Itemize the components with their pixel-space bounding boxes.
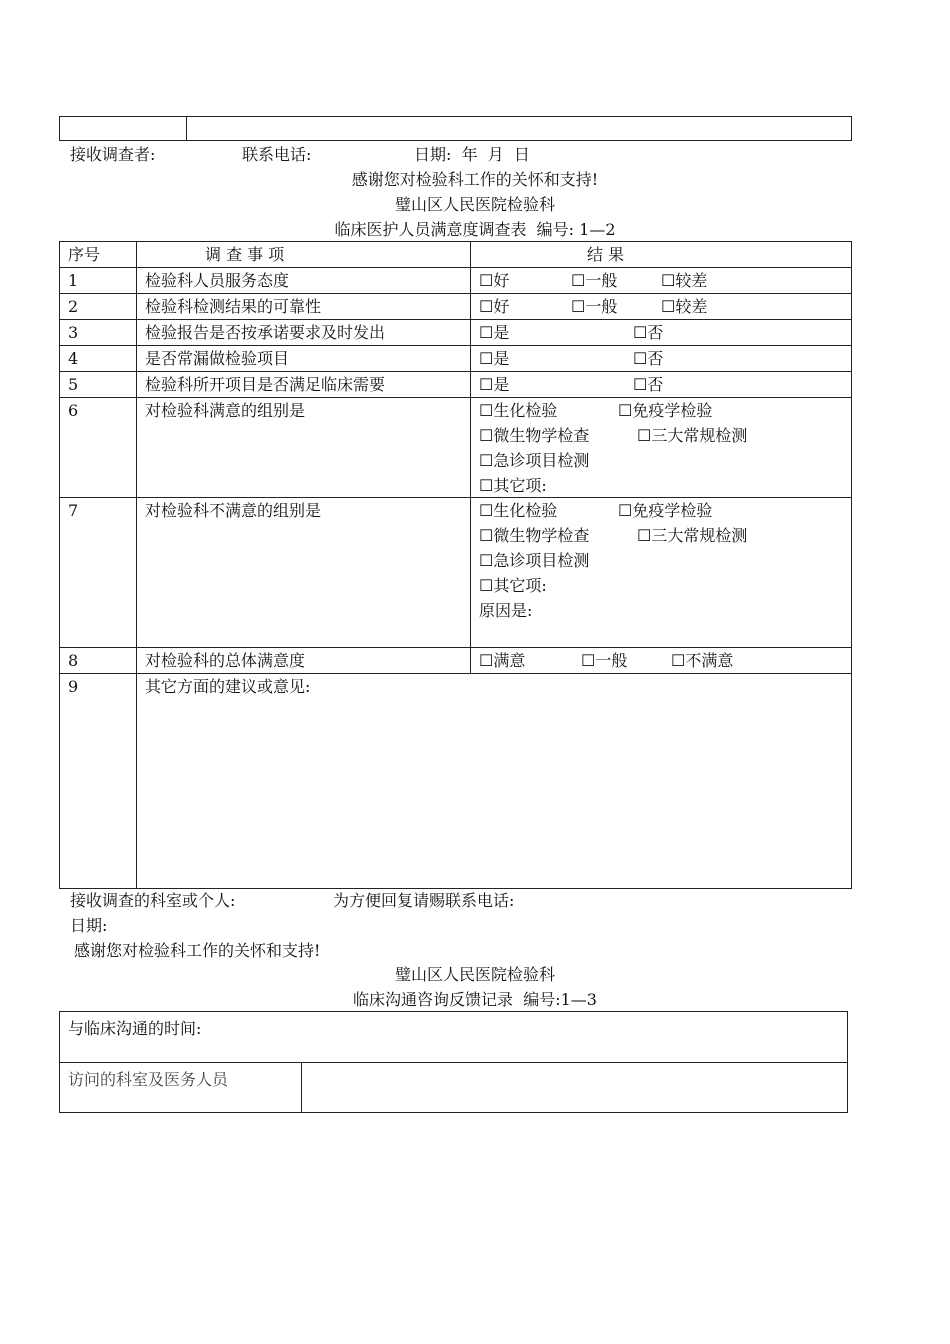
record-time-label: 与临床沟通的时间: — [68, 1019, 202, 1038]
record-dept-cell[interactable] — [302, 1063, 848, 1113]
row-item: 对检验科满意的组别是 — [137, 398, 471, 498]
option-checkbox[interactable]: ☐免疫学检验 — [618, 501, 713, 520]
option-checkbox[interactable]: ☐三大常规检测 — [637, 426, 748, 445]
table-row — [60, 648, 852, 674]
table-row — [60, 674, 852, 889]
option-checkbox[interactable]: ☐一般 — [571, 297, 618, 316]
row-no: 3 — [60, 320, 137, 346]
row-item: 检验科人员服务态度 — [137, 268, 471, 294]
option-checkbox[interactable]: ☐好 — [479, 271, 510, 290]
suggestion-cell[interactable] — [137, 674, 852, 889]
row-item: 对检验科不满意的组别是 — [137, 498, 471, 648]
table-row — [60, 294, 852, 320]
record-time-cell[interactable] — [60, 1012, 848, 1063]
option-checkbox[interactable]: ☐较差 — [661, 297, 708, 316]
option-checkbox[interactable]: ☐急诊项目检测 — [479, 451, 590, 470]
org-name-2: 璧山区人民医院检验科 — [394, 965, 555, 984]
option-checkbox[interactable]: ☐满意 — [479, 651, 526, 670]
table-row — [60, 398, 852, 498]
reason-label: 原因是: — [479, 601, 533, 620]
org-name: 璧山区人民医院检验科 — [394, 195, 555, 214]
record-dept-label: 访问的科室及医务人员 — [60, 1063, 302, 1113]
option-checkbox[interactable]: ☐微生物学检查 — [479, 426, 590, 445]
row-options — [471, 346, 852, 372]
option-checkbox[interactable]: ☐生化检验 — [479, 401, 558, 420]
row-item: 是否常漏做检验项目 — [137, 346, 471, 372]
date-label: 日期: 年 月 日 — [414, 145, 530, 164]
option-checkbox[interactable]: ☐一般 — [571, 271, 618, 290]
row-no: 1 — [60, 268, 137, 294]
row-no: 7 — [60, 498, 137, 648]
footer-phone-label: 为方便回复请赐联系电话: — [333, 891, 515, 910]
row-options — [471, 498, 852, 648]
option-checkbox[interactable]: ☐生化检验 — [479, 501, 558, 520]
row-options — [471, 372, 852, 398]
row-no: 5 — [60, 372, 137, 398]
thanks-text-2: 感谢您对检验科工作的关怀和支持! — [74, 941, 321, 960]
survey-table — [59, 241, 852, 889]
row-no: 8 — [60, 648, 137, 674]
record-table — [59, 1011, 848, 1113]
option-checkbox[interactable]: ☐是 — [479, 323, 510, 342]
suggestion-label: 其它方面的建议或意见: — [145, 677, 311, 696]
table-row — [60, 346, 852, 372]
row-options — [471, 648, 852, 674]
option-checkbox[interactable]: ☐否 — [633, 349, 664, 368]
option-checkbox[interactable]: ☐是 — [479, 375, 510, 394]
table-row — [60, 320, 852, 346]
row-no: 9 — [60, 674, 137, 889]
row-no: 6 — [60, 398, 137, 498]
row-item: 对检验科的总体满意度 — [137, 648, 471, 674]
row-options — [471, 320, 852, 346]
row-options — [471, 294, 852, 320]
footer-date-label: 日期: — [70, 916, 108, 935]
row-item: 检验科所开项目是否满足临床需要 — [137, 372, 471, 398]
row-options — [471, 268, 852, 294]
footer-dept-label: 接收调查的科室或个人: — [70, 891, 236, 910]
option-checkbox[interactable]: ☐微生物学检查 — [479, 526, 590, 545]
option-checkbox[interactable]: ☐否 — [633, 323, 664, 342]
option-checkbox[interactable]: ☐三大常规检测 — [637, 526, 748, 545]
row-item: 检验报告是否按承诺要求及时发出 — [137, 320, 471, 346]
row-no: 4 — [60, 346, 137, 372]
survey-title: 临床医护人员满意度调查表 编号: 1—2 — [334, 220, 616, 239]
record-title: 临床沟通咨询反馈记录 编号:1—3 — [353, 990, 597, 1009]
option-checkbox[interactable]: ☐较差 — [661, 271, 708, 290]
row-item: 检验科检测结果的可靠性 — [137, 294, 471, 320]
top-blank-table — [59, 116, 852, 141]
option-checkbox[interactable]: ☐急诊项目检测 — [479, 551, 590, 570]
option-checkbox[interactable]: ☐否 — [633, 375, 664, 394]
option-checkbox[interactable]: ☐其它项: — [479, 476, 547, 495]
option-checkbox[interactable]: ☐好 — [479, 297, 510, 316]
header-item: 调 查 事 项 — [137, 242, 471, 268]
thanks-text: 感谢您对检验科工作的关怀和支持! — [351, 170, 599, 189]
row-no: 2 — [60, 294, 137, 320]
option-checkbox[interactable]: ☐其它项: — [479, 576, 547, 595]
receiver-label: 接收调查者: — [70, 145, 156, 164]
phone-label: 联系电话: — [242, 145, 312, 164]
row-options — [471, 398, 852, 498]
table-header-row — [60, 242, 852, 268]
top-blank-cell-1[interactable] — [60, 117, 187, 141]
option-checkbox[interactable]: ☐不满意 — [671, 651, 734, 670]
table-row — [60, 498, 852, 648]
table-row — [60, 372, 852, 398]
option-checkbox[interactable]: ☐一般 — [581, 651, 628, 670]
option-checkbox[interactable]: ☐免疫学检验 — [618, 401, 713, 420]
header-no: 序号 — [60, 242, 137, 268]
table-row — [60, 268, 852, 294]
header-result: 结 果 — [471, 242, 852, 268]
option-checkbox[interactable]: ☐是 — [479, 349, 510, 368]
top-blank-cell-2[interactable] — [187, 117, 852, 141]
